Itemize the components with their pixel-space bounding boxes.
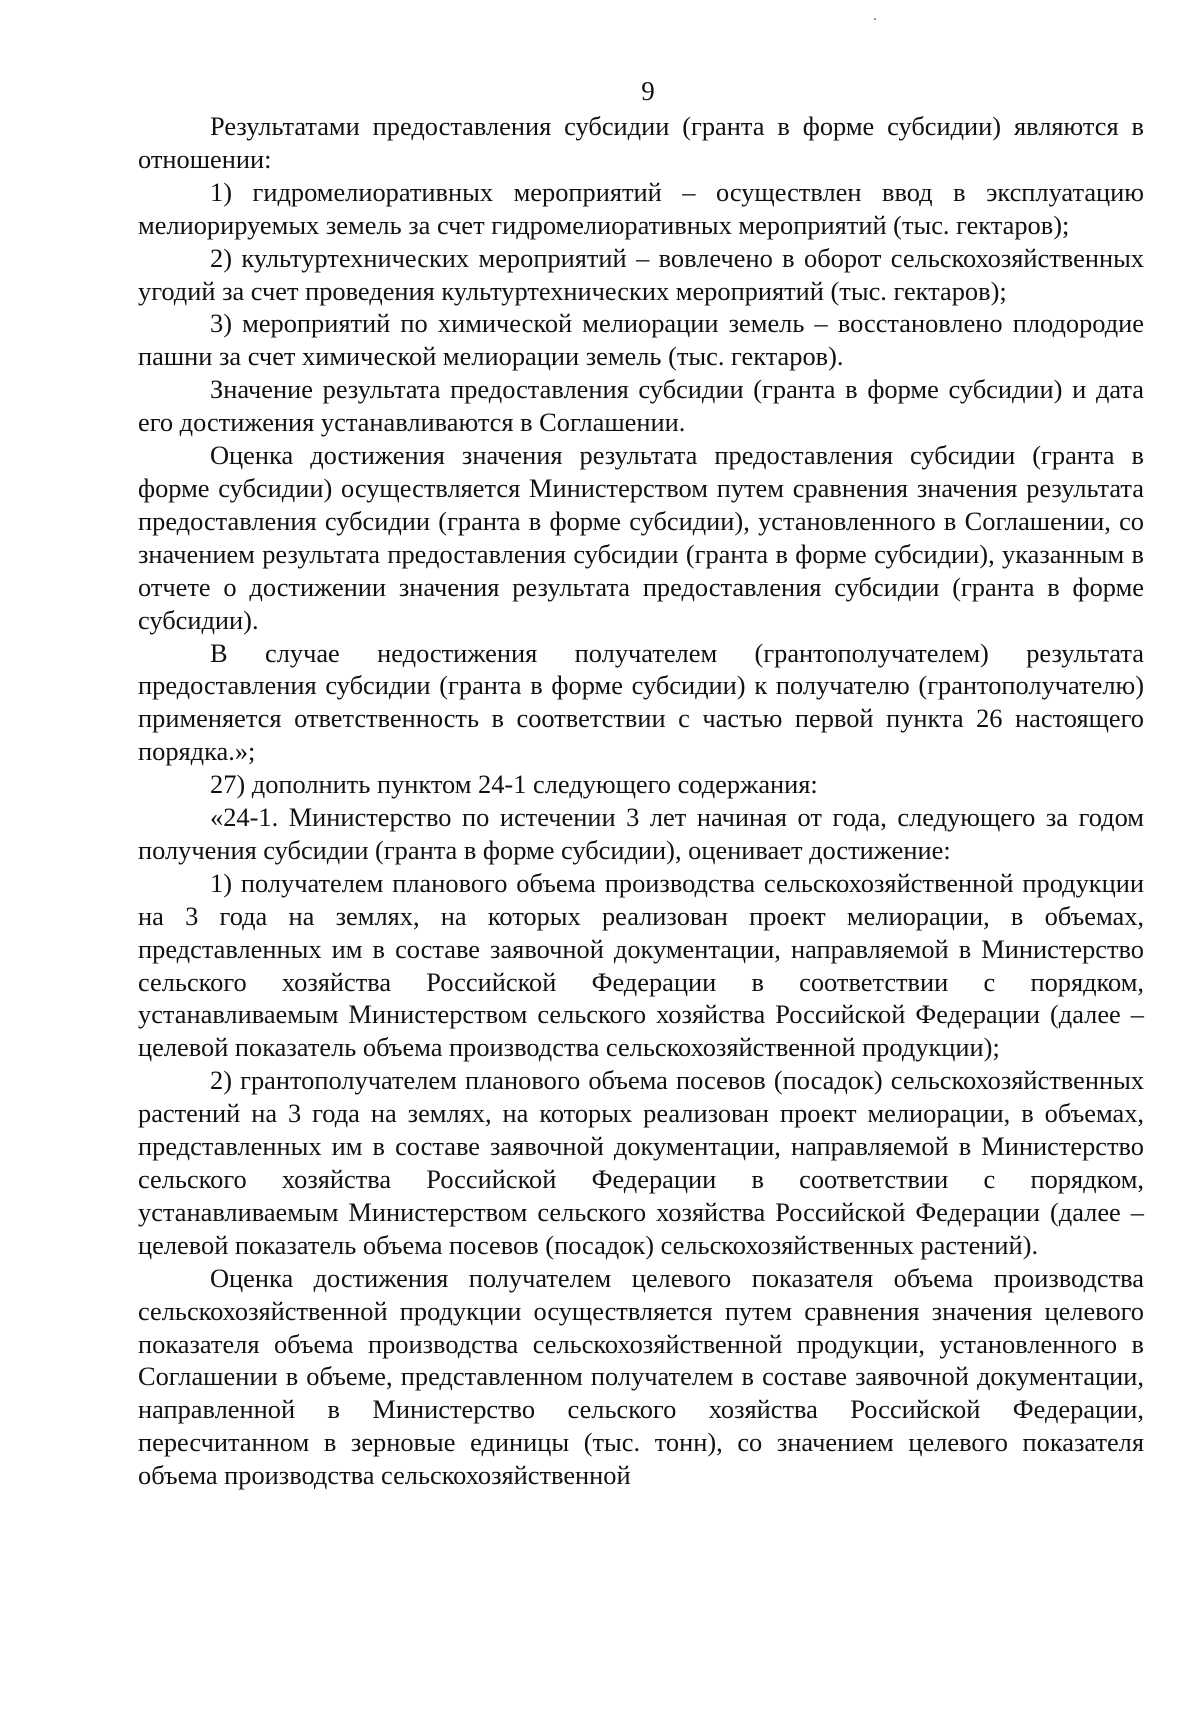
paragraph-item-27: 27) дополнить пунктом 24-1 следующего содержания: bbox=[210, 769, 818, 800]
paragraph-grantee-target: 2) грантополучателем планового объема посевов (посадок) сельскохозяйственных растений на 3 года на землях, на которых реализован проект мелиорации, в объемах, представленных им в составе заявочной документации, направляемой в Министерство сельского хозяйства Российской Федерации в соответствии с порядком, устанавливаемым Министерством сельского хозяйства Российской Федерации (далее – целевой показатель объема посевов (посадок) сельскохозяйственных растений). bbox=[138, 1065, 1144, 1260]
page-number: 9 bbox=[641, 76, 655, 106]
paragraph-clause-24-1: «24-1. Министерство по истечении 3 лет начиная от года, следующего за годом получения субсидии (гранта в форме субсидии), оценивает достижение: bbox=[138, 802, 1144, 865]
paragraph-chemical-measures: 3) мероприятий по химической мелиорации земель – восстановлено плодородие пашни за счет химической мелиорации земель (тыс. гектаров). bbox=[138, 308, 1144, 372]
paragraph-target-assessment: Оценка достижения получателем целевого показателя объема производства сельскохозяйственной продукции осуществляется путем сравнения значения целевого показателя объема производства сельскохозяйственной продукции, установленного в Соглашении в объеме, представленном получателем в составе заявочной документации, направленной в Министерство сельского хозяйства Российской Федерации, пересчитанном в зерновые единицы (тыс. тонн), со значением целевого показателя объема производства сельскохозяйственной bbox=[138, 1262, 1144, 1491]
paragraph-non-achievement: В случае недостижения получателем (грантополучателем) результата предоставления субсидии (гранта в форме субсидии) к получателю (грантополучателю) применяется ответственность в соответствии с частью первой пункта 26 настоящего порядка.»; bbox=[138, 637, 1144, 767]
scan-speck bbox=[874, 18, 876, 20]
paragraph-result-assessment: Оценка достижения значения результата предоставления субсидии (гранта в форме субсидии) осуществляется Министерством путем сравнения значения результата предоставления субсидии (гранта в форме субсидии), установленного в Соглашении, со значением результата предоставления субсидии (гранта в форме субсидии), указанным в отчете о достижении значения результата предоставления субсидии (гранта в форме субсидии). bbox=[138, 440, 1144, 635]
paragraph-hydro-measures: 1) гидромелиоративных мероприятий – осуществлен ввод в эксплуатацию мелиорируемых земель за счет гидромелиоративных мероприятий (тыс. гектаров); bbox=[138, 176, 1144, 240]
paragraph-result-value: Значение результата предоставления субсидии (гранта в форме субсидии) и дата его достижения устанавливаются в Соглашении. bbox=[138, 374, 1144, 438]
paragraph-culture-measures: 2) культуртехнических мероприятий – вовлечено в оборот сельскохозяйственных угодий за счет проведения культуртехнических мероприятий (тыс. гектаров); bbox=[138, 242, 1144, 306]
document-page bbox=[138, 76, 1144, 1492]
paragraph-recipient-target: 1) получателем планового объема производства сельскохозяйственной продукции на 3 года на землях, на которых реализован проект мелиорации, в объемах, представленных им в составе заявочной документации, направляемой в Министерство сельского хозяйства Российской Федерации в соответствии с порядком, устанавливаемым Министерством сельского хозяйства Российской Федерации (далее – целевой показатель объема производства сельскохозяйственной продукции); bbox=[138, 867, 1144, 1063]
paragraph-results-intro: Результатами предоставления субсидии (гранта в форме субсидии) являются в отношении: bbox=[138, 111, 1144, 174]
